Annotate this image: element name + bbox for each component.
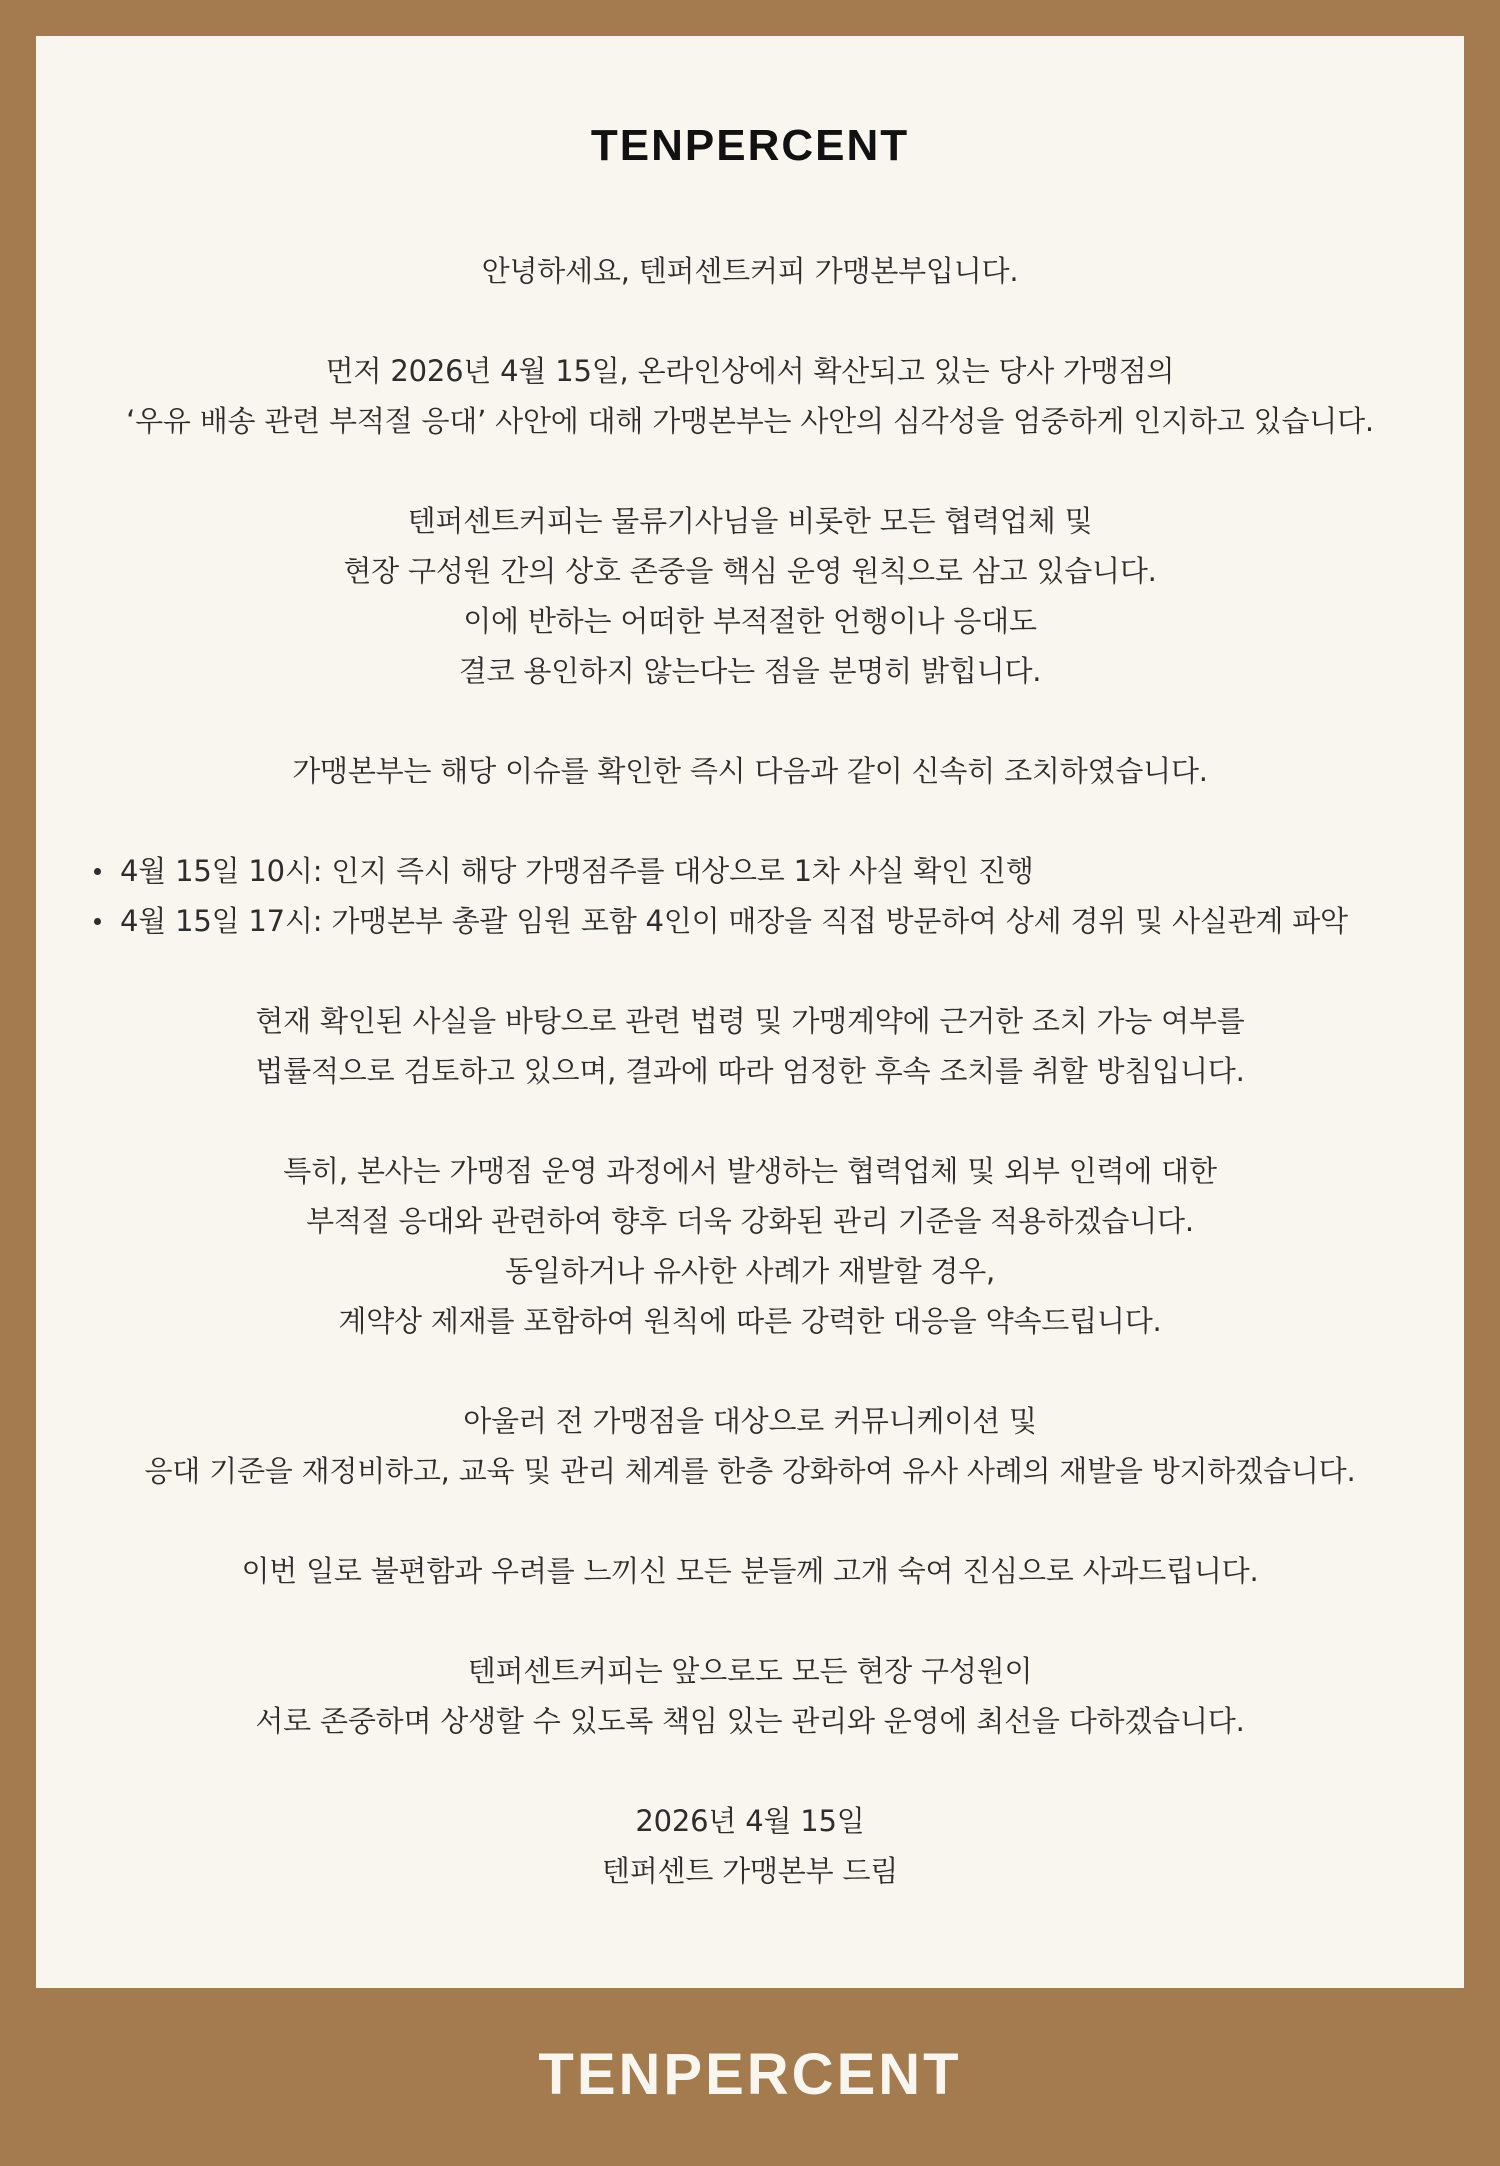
- action-intro-paragraph: [36, 746, 1464, 796]
- closing-line: 서로 존중하며 상생할 수 있도록 책임 있는 관리와 운영에 최선을 다하겠습니다.: [255, 1704, 1245, 1738]
- header-logo: TENPERCENT: [590, 121, 910, 170]
- apology-paragraph: [36, 1546, 1464, 1596]
- principle-paragraph: [36, 496, 1464, 696]
- greeting-paragraph: [36, 246, 1464, 296]
- bullet-dot-icon: [94, 868, 101, 875]
- legal-paragraph: [36, 996, 1464, 1096]
- action-list-item: [36, 896, 1464, 946]
- closing-line: 텐퍼센트커피는 앞으로도 모든 현장 구성원이: [467, 1654, 1033, 1688]
- action-text: 4월 15일 10시: 인지 즉시 해당 가맹점주를 대상으로 1차 사실 확인 진행: [120, 854, 1034, 888]
- standards-line: 특히, 본사는 가맹점 운영 과정에서 발생하는 협력업체 및 외부 인력에 대한: [283, 1154, 1217, 1188]
- bullet-dot-icon: [94, 918, 101, 925]
- legal-line: 법률적으로 검토하고 있으며, 결과에 따라 엄정한 후속 조치를 취할 방침입니다.: [255, 1054, 1245, 1088]
- standards-paragraph: [36, 1146, 1464, 1346]
- action-intro-line: 가맹본부는 해당 이슈를 확인한 즉시 다음과 같이 신속히 조치하였습니다.: [292, 754, 1208, 788]
- intro-paragraph: [36, 346, 1464, 446]
- notice-card: [36, 36, 1464, 1988]
- standards-line: 동일하거나 유사한 사례가 재발할 경우,: [504, 1254, 996, 1288]
- action-text: 4월 15일 17시: 가맹본부 총괄 임원 포함 4인이 매장을 직접 방문하여 상세 경위 및 사실관계 파악: [120, 904, 1348, 938]
- training-paragraph: [36, 1396, 1464, 1496]
- training-line: 응대 기준을 재정비하고, 교육 및 관리 체계를 한층 강화하여 유사 사례의 재발을 방지하겠습니다.: [144, 1454, 1356, 1488]
- action-list: [36, 846, 1464, 946]
- principle-line: 현장 구성원 간의 상호 존중을 핵심 운영 원칙으로 삼고 있습니다.: [343, 554, 1157, 588]
- closing-paragraph: [36, 1646, 1464, 1746]
- intro-line: ‘우유 배송 관련 부적절 응대’ 사안에 대해 가맹본부는 사안의 심각성을 엄중하게 인지하고 있습니다.: [126, 404, 1374, 438]
- principle-line: 이에 반하는 어떠한 부적절한 언행이나 응대도: [463, 604, 1037, 638]
- action-list-item: [36, 846, 1464, 896]
- signature-block: [36, 1796, 1464, 1896]
- apology-line: 이번 일로 불편함과 우려를 느끼신 모든 분들께 고개 숙여 진심으로 사과드립니다.: [241, 1554, 1259, 1588]
- greeting-line: 안녕하세요, 텐퍼센트커피 가맹본부입니다.: [481, 254, 1019, 288]
- principle-line: 결코 용인하지 않는다는 점을 분명히 밝힙니다.: [458, 654, 1042, 688]
- legal-line: 현재 확인된 사실을 바탕으로 관련 법령 및 가맹계약에 근거한 조치 가능 여부를: [255, 1004, 1245, 1038]
- intro-line: 먼저 2026년 4월 15일, 온라인상에서 확산되고 있는 당사 가맹점의: [325, 354, 1175, 388]
- signature-date: 2026년 4월 15일: [635, 1804, 865, 1838]
- standards-line: 계약상 제재를 포함하여 원칙에 따른 강력한 대응을 약속드립니다.: [338, 1304, 1162, 1338]
- principle-line: 텐퍼센트커피는 물류기사님을 비롯한 모든 협력업체 및: [407, 504, 1093, 538]
- standards-line: 부적절 응대와 관련하여 향후 더욱 강화된 관리 기준을 적용하겠습니다.: [306, 1204, 1194, 1238]
- signature-sender: 텐퍼센트 가맹본부 드림: [601, 1854, 899, 1888]
- footer-logo: TENPERCENT: [538, 2042, 962, 2107]
- training-line: 아울러 전 가맹점을 대상으로 커뮤니케이션 및: [463, 1404, 1037, 1438]
